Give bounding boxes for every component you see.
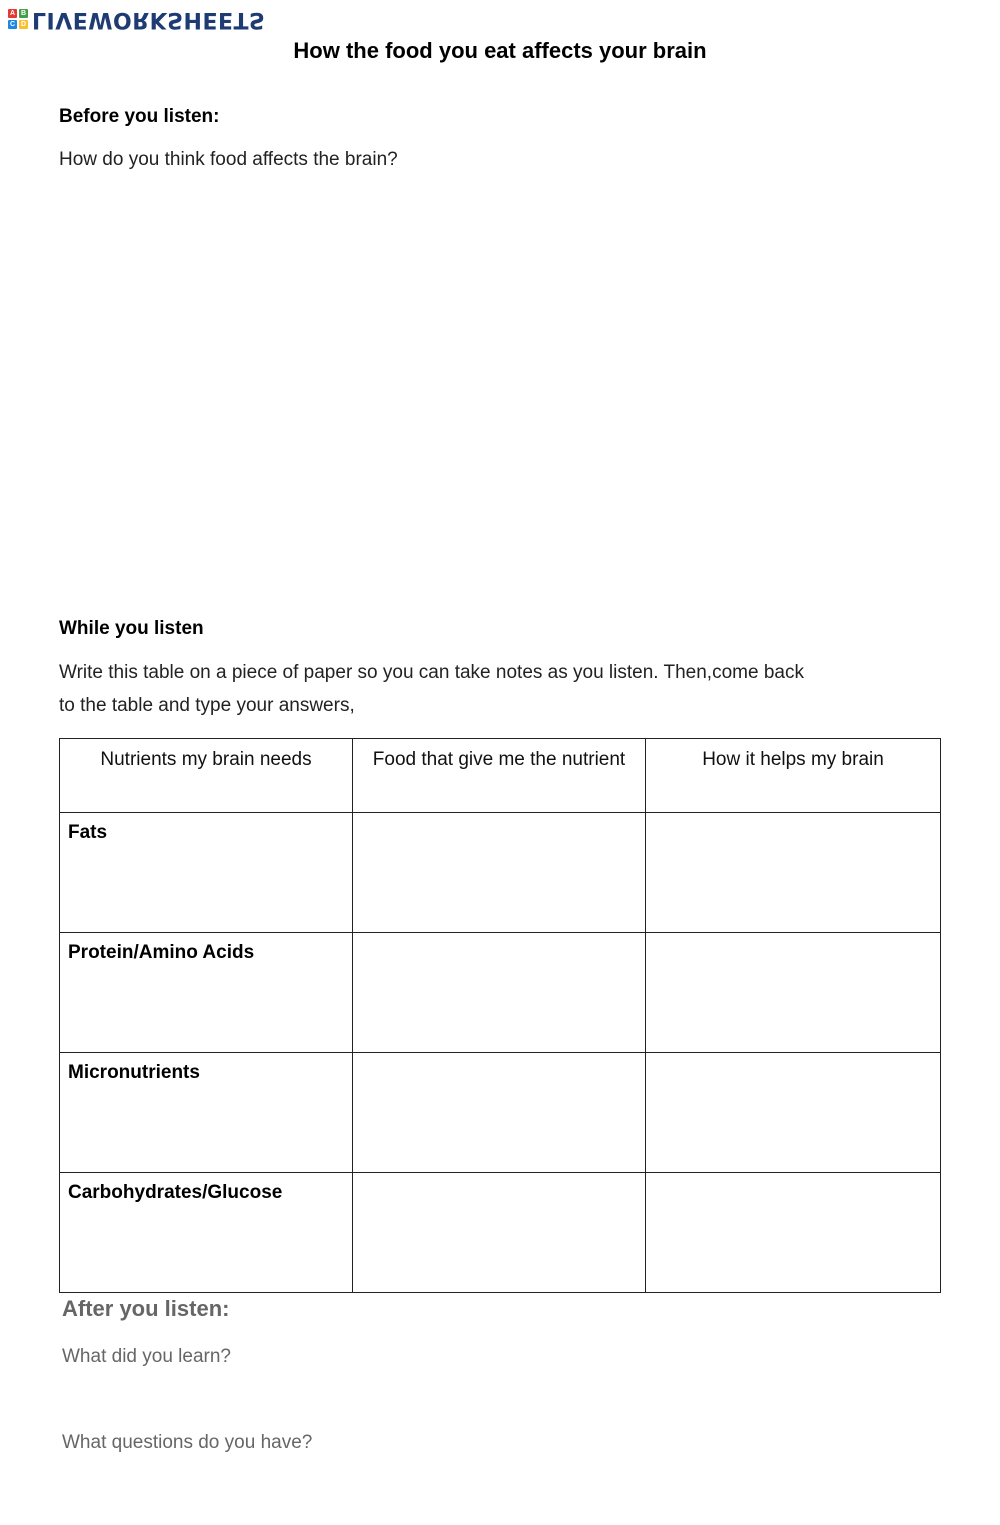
- while-instructions-line1: Write this table on a piece of paper so you can take notes as you listen. Then,come back: [59, 662, 804, 683]
- liveworksheets-logo: [8, 6, 265, 32]
- table-row: [60, 1173, 941, 1293]
- after-question-questions: What questions do you have?: [62, 1432, 313, 1453]
- logo-blocks-icon: [8, 9, 28, 29]
- table-row: [60, 1053, 941, 1173]
- logo-block-b: B: [20, 10, 27, 17]
- header-helps: How it helps my brain: [646, 739, 941, 813]
- logo-block-a: A: [9, 10, 16, 17]
- notes-table: [59, 738, 941, 1293]
- after-heading: After you listen:: [62, 1296, 230, 1321]
- table-header-row: [60, 739, 941, 813]
- food-answer-cell[interactable]: [353, 1053, 646, 1173]
- header-nutrients: Nutrients my brain needs: [60, 739, 353, 813]
- nutrient-cell-protein: Protein/Amino Acids: [60, 933, 353, 1053]
- nutrient-cell-carbohydrates: Carbohydrates/Glucose: [60, 1173, 353, 1293]
- food-answer-cell[interactable]: [353, 813, 646, 933]
- before-question: How do you think food affects the brain?: [59, 149, 398, 170]
- logo-block-d: D: [20, 21, 27, 28]
- questions-answer-area[interactable]: [59, 1464, 939, 1514]
- nutrient-cell-fats: Fats: [60, 813, 353, 933]
- helps-answer-cell[interactable]: [646, 933, 941, 1053]
- food-answer-cell[interactable]: [353, 933, 646, 1053]
- page-title: How the food you eat affects your brain: [293, 38, 707, 63]
- helps-answer-cell[interactable]: [646, 1173, 941, 1293]
- while-heading: While you listen: [59, 618, 204, 639]
- logo-block-c: C: [9, 21, 16, 28]
- before-answer-area[interactable]: [59, 185, 939, 585]
- logo-text: LIVEWORKSHEETS: [32, 7, 266, 32]
- helps-answer-cell[interactable]: [646, 1053, 941, 1173]
- nutrient-cell-micronutrients: Micronutrients: [60, 1053, 353, 1173]
- table-row: [60, 813, 941, 933]
- while-instructions-line2: to the table and type your answers,: [59, 695, 355, 716]
- before-heading: Before you listen:: [59, 106, 220, 127]
- header-food: Food that give me the nutrient: [353, 739, 646, 813]
- learn-answer-area[interactable]: [59, 1378, 939, 1424]
- after-question-learn: What did you learn?: [62, 1346, 231, 1367]
- food-answer-cell[interactable]: [353, 1173, 646, 1293]
- helps-answer-cell[interactable]: [646, 813, 941, 933]
- table-row: [60, 933, 941, 1053]
